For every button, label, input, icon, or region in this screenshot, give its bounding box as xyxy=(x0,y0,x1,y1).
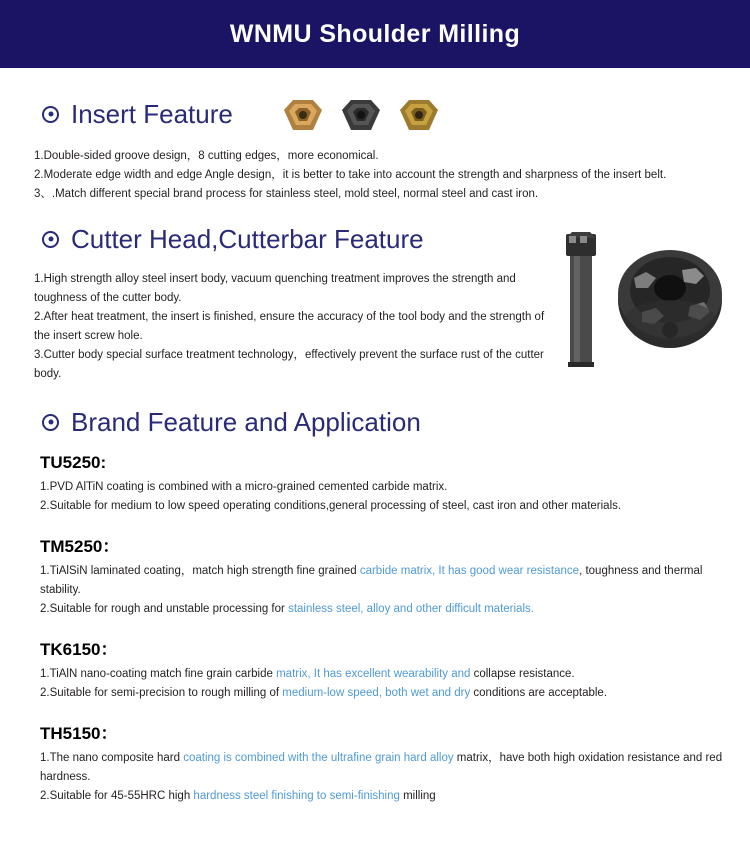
grade-line xyxy=(40,478,730,497)
cutter-feature-line-3: 3.Cutter body special surface treatment technology，effectively prevent the surface rust of the cutter body. xyxy=(34,348,544,380)
insert-feature-line-3: 3、.Match different special brand process for stainless steel, mold steel, normal steel and cast iron. xyxy=(34,187,539,200)
insert-gold-icon xyxy=(396,96,442,138)
brand-feature-section xyxy=(30,408,730,806)
cutterbar-photo xyxy=(560,220,730,375)
insert-image-group xyxy=(280,96,442,138)
grade-text-highlight: carbide matrix, It has good wear resistance xyxy=(359,564,580,577)
grade-line xyxy=(40,665,730,684)
insert-feature-section xyxy=(30,100,730,204)
grade-text: 2.Suitable for rough and unstable processing for xyxy=(40,602,289,615)
grade-block xyxy=(30,635,730,703)
grade-line xyxy=(40,749,730,787)
bullet-dot-icon xyxy=(42,231,59,248)
cutter-feature-section xyxy=(30,225,730,384)
grade-text: milling xyxy=(399,789,436,802)
grade-block xyxy=(30,532,730,619)
grade-name: TU5250: xyxy=(40,452,107,472)
cutter-image-group xyxy=(560,220,730,375)
insert-feature-body xyxy=(30,147,730,204)
cutter-feature-body xyxy=(30,270,559,384)
insert-feature-line-2: 2.Moderate edge width and edge Angle design，it is better to take into account the strength and sharpness of the insert belt. xyxy=(34,168,667,181)
grade-line xyxy=(40,562,730,600)
grade-text-highlight: coating is combined with the ultrafine grain hard alloy xyxy=(183,751,454,764)
grade-text: 2.Suitable for medium to low speed operating conditions,general processing of steel, cast iron and other materials. xyxy=(40,499,622,512)
grade-name: TH5150： xyxy=(40,723,118,743)
grade-line xyxy=(40,787,730,806)
grade-text: 1.PVD AlTiN coating is combined with a micro-grained cemented carbide matrix. xyxy=(40,480,448,493)
grade-line xyxy=(40,600,730,619)
grade-text-highlight: stainless steel, alloy and other difficult materials. xyxy=(288,602,534,615)
grade-text: , toughness and thermal stability. xyxy=(40,564,703,596)
cutter-feature-line-2: 2.After heat treatment, the insert is finished, ensure the accuracy of the tool body and the strength of the insert screw hole. xyxy=(34,310,545,342)
insert-bronze-icon xyxy=(280,96,326,138)
grade-name: TM5250： xyxy=(40,536,120,556)
page-header xyxy=(0,0,750,68)
bullet-dot-icon xyxy=(42,414,59,431)
cutter-feature-title: Cutter Head,Cutterbar Feature xyxy=(71,224,424,254)
insert-feature-title: Insert Feature xyxy=(71,99,233,129)
grade-text-highlight: hardness steel finishing to semi-finishing xyxy=(193,789,400,802)
grade-text: 1.The nano composite hard xyxy=(40,751,184,764)
grade-text: 1.TiAlN nano-coating match fine grain carbide xyxy=(40,667,277,680)
grade-line xyxy=(40,684,730,703)
grade-list xyxy=(30,453,730,806)
grade-block xyxy=(30,453,730,516)
grade-text: 2.Suitable for 45-55HRC high xyxy=(40,789,194,802)
insert-feature-line-1: 1.Double-sided groove design，8 cutting edges，more economical. xyxy=(34,149,379,162)
page-title: WNMU Shoulder Milling xyxy=(229,19,521,48)
grade-text-highlight: matrix, It has excellent wearability and xyxy=(276,667,474,680)
bullet-dot-icon xyxy=(42,106,59,123)
grade-block xyxy=(30,719,730,806)
grade-name: TK6150： xyxy=(40,639,118,659)
grade-text: conditions are acceptable. xyxy=(473,686,608,699)
brand-feature-title: Brand Feature and Application xyxy=(71,407,421,437)
insert-black-icon xyxy=(338,96,384,138)
cutter-feature-line-1: 1.High strength alloy steel insert body, vacuum quenching treatment improves the strength and toughness of the cutter body. xyxy=(34,272,516,304)
grade-text: collapse resistance. xyxy=(473,667,575,680)
grade-text: matrix，have both high oxidation resistance and red hardness. xyxy=(40,751,723,783)
grade-line xyxy=(40,497,730,516)
grade-text-highlight: medium-low speed, both wet and dry xyxy=(282,686,474,699)
grade-text: 1.TiAlSiN laminated coating，match high strength fine grained xyxy=(40,564,360,577)
brand-feature-heading xyxy=(30,408,730,437)
grade-text: 2.Suitable for semi-precision to rough milling of xyxy=(40,686,283,699)
